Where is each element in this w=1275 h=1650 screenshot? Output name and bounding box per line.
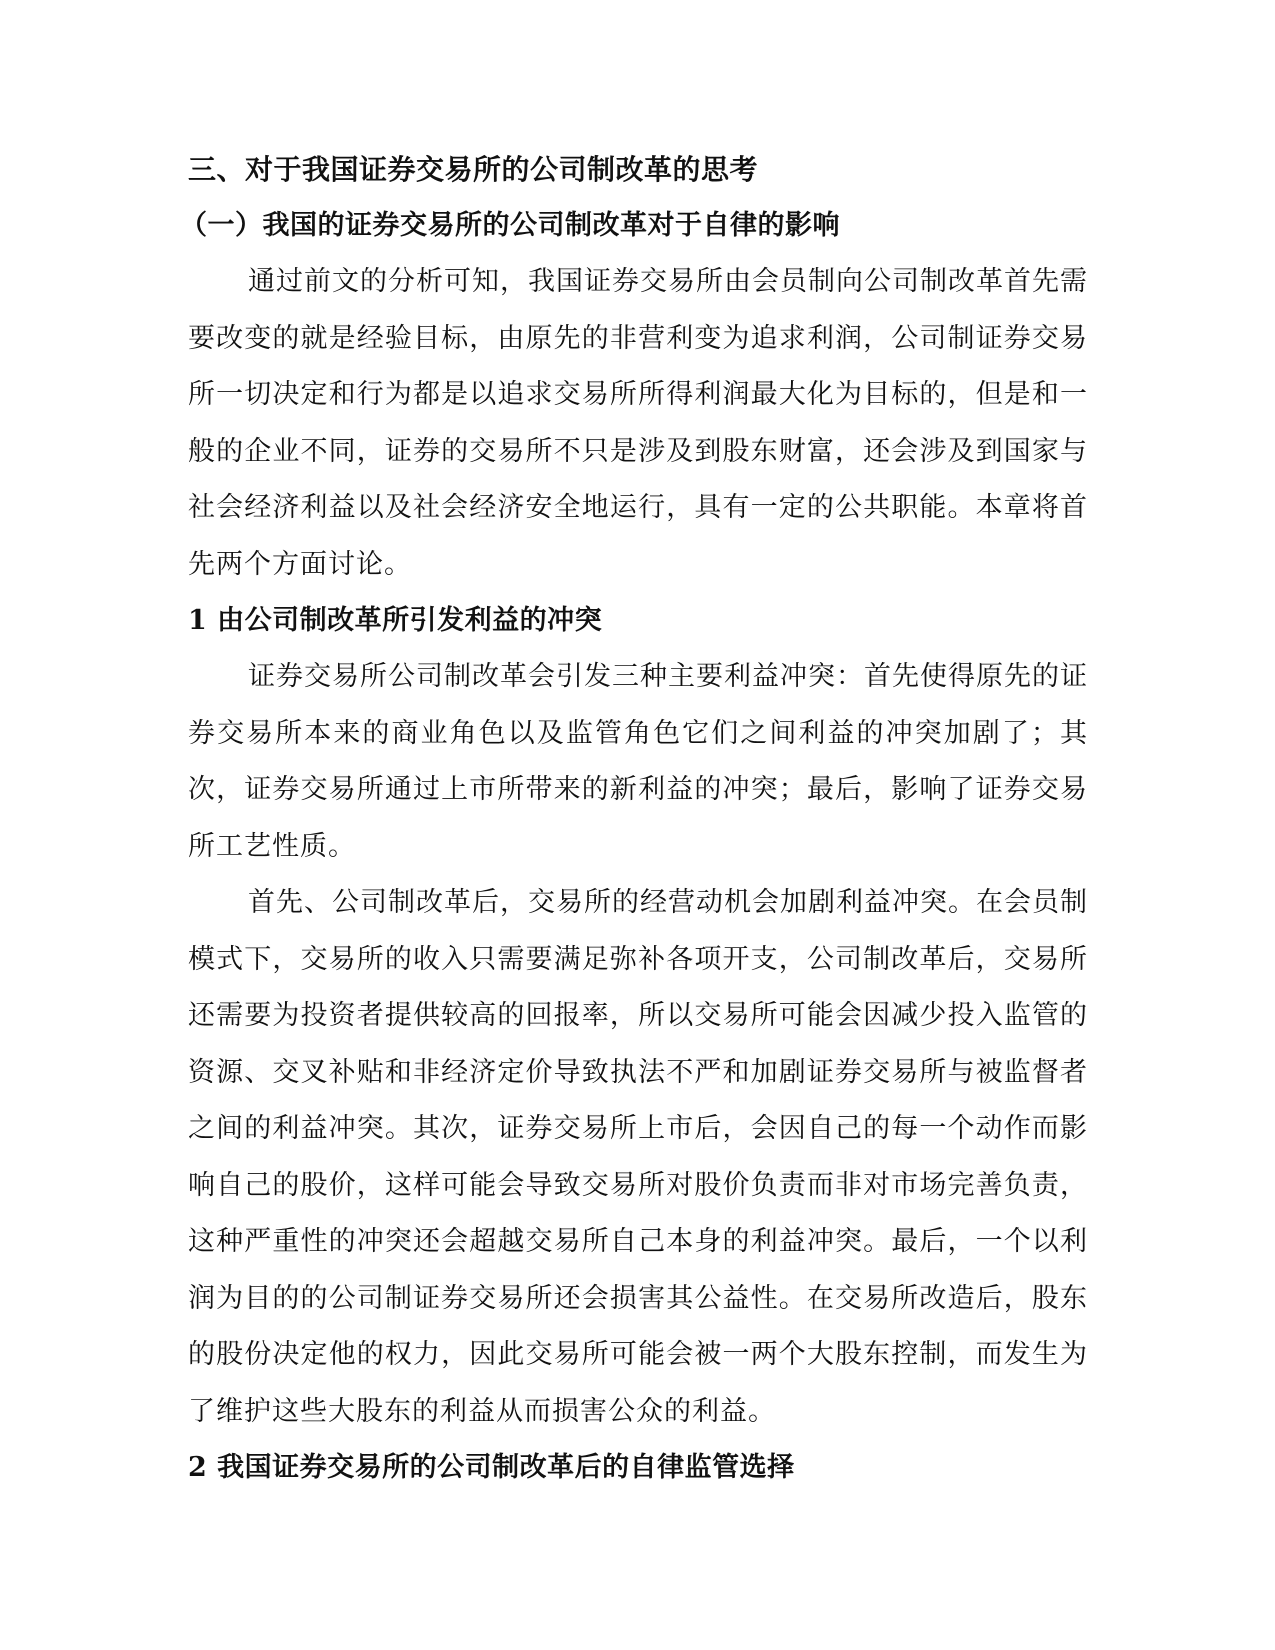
document-page — [180, 142, 1088, 1496]
point-1-paragraph-1: 证券交易所公司制改革会引发三种主要利益冲突：首先使得原先的证券交易所本来的商业角色以及监管角色它们之间利益的冲突加剧了；其次，证券交易所通过上市所带来的新利益的冲突；最后，影响了证券交易所工艺性质。 — [188, 661, 1088, 862]
intro-paragraph: 通过前文的分析可知，我国证券交易所由会员制向公司制改革首先需要改变的就是经验目标，由原先的非营利变为追求利润，公司制证券交易所一切决定和行为都是以追求交易所所得利润最大化为目标的，但是和一般的企业不同，证券的交易所不只是涉及到股东财富，还会涉及到国家与社会经济利益以及社会经济安全地运行，具有一定的公共职能。本章将首先两个方面讨论。 — [188, 266, 1088, 580]
subsection-heading: （一）我国的证券交易所的公司制改革对于自律的影响 — [180, 210, 840, 241]
point-1-paragraph-2: 首先、公司制改革后，交易所的经营动机会加剧利益冲突。在会员制模式下，交易所的收入只需要满足弥补各项开支，公司制改革后，交易所还需要为投资者提供较高的回报率，所以交易所可能会因减少投入监管的资源、交叉补贴和非经济定价导致执法不严和加剧证券交易所与被监督者之间的利益冲突。其次，证券交易所上市后，会因自己的每一个动作而影响自己的股价，这样可能会导致交易所对股价负责而非对市场完善负责，这种严重性的冲突还会超越交易所自己本身的利益冲突。最后，一个以利润为目的的公司制证券交易所还会损害其公益性。在交易所改造后，股东的股份决定他的权力，因此交易所可能会被一两个大股东控制，而发生为了维护这些大股东的利益从而损害公众的利益。 — [188, 887, 1088, 1427]
section-heading: 三、对于我国证券交易所的公司制改革的思考 — [188, 153, 759, 186]
point-2-title: 2 我国证券交易所的公司制改革后的自律监管选择 — [188, 1452, 795, 1483]
point-1-title: 1 由公司制改革所引发利益的冲突 — [188, 605, 603, 636]
